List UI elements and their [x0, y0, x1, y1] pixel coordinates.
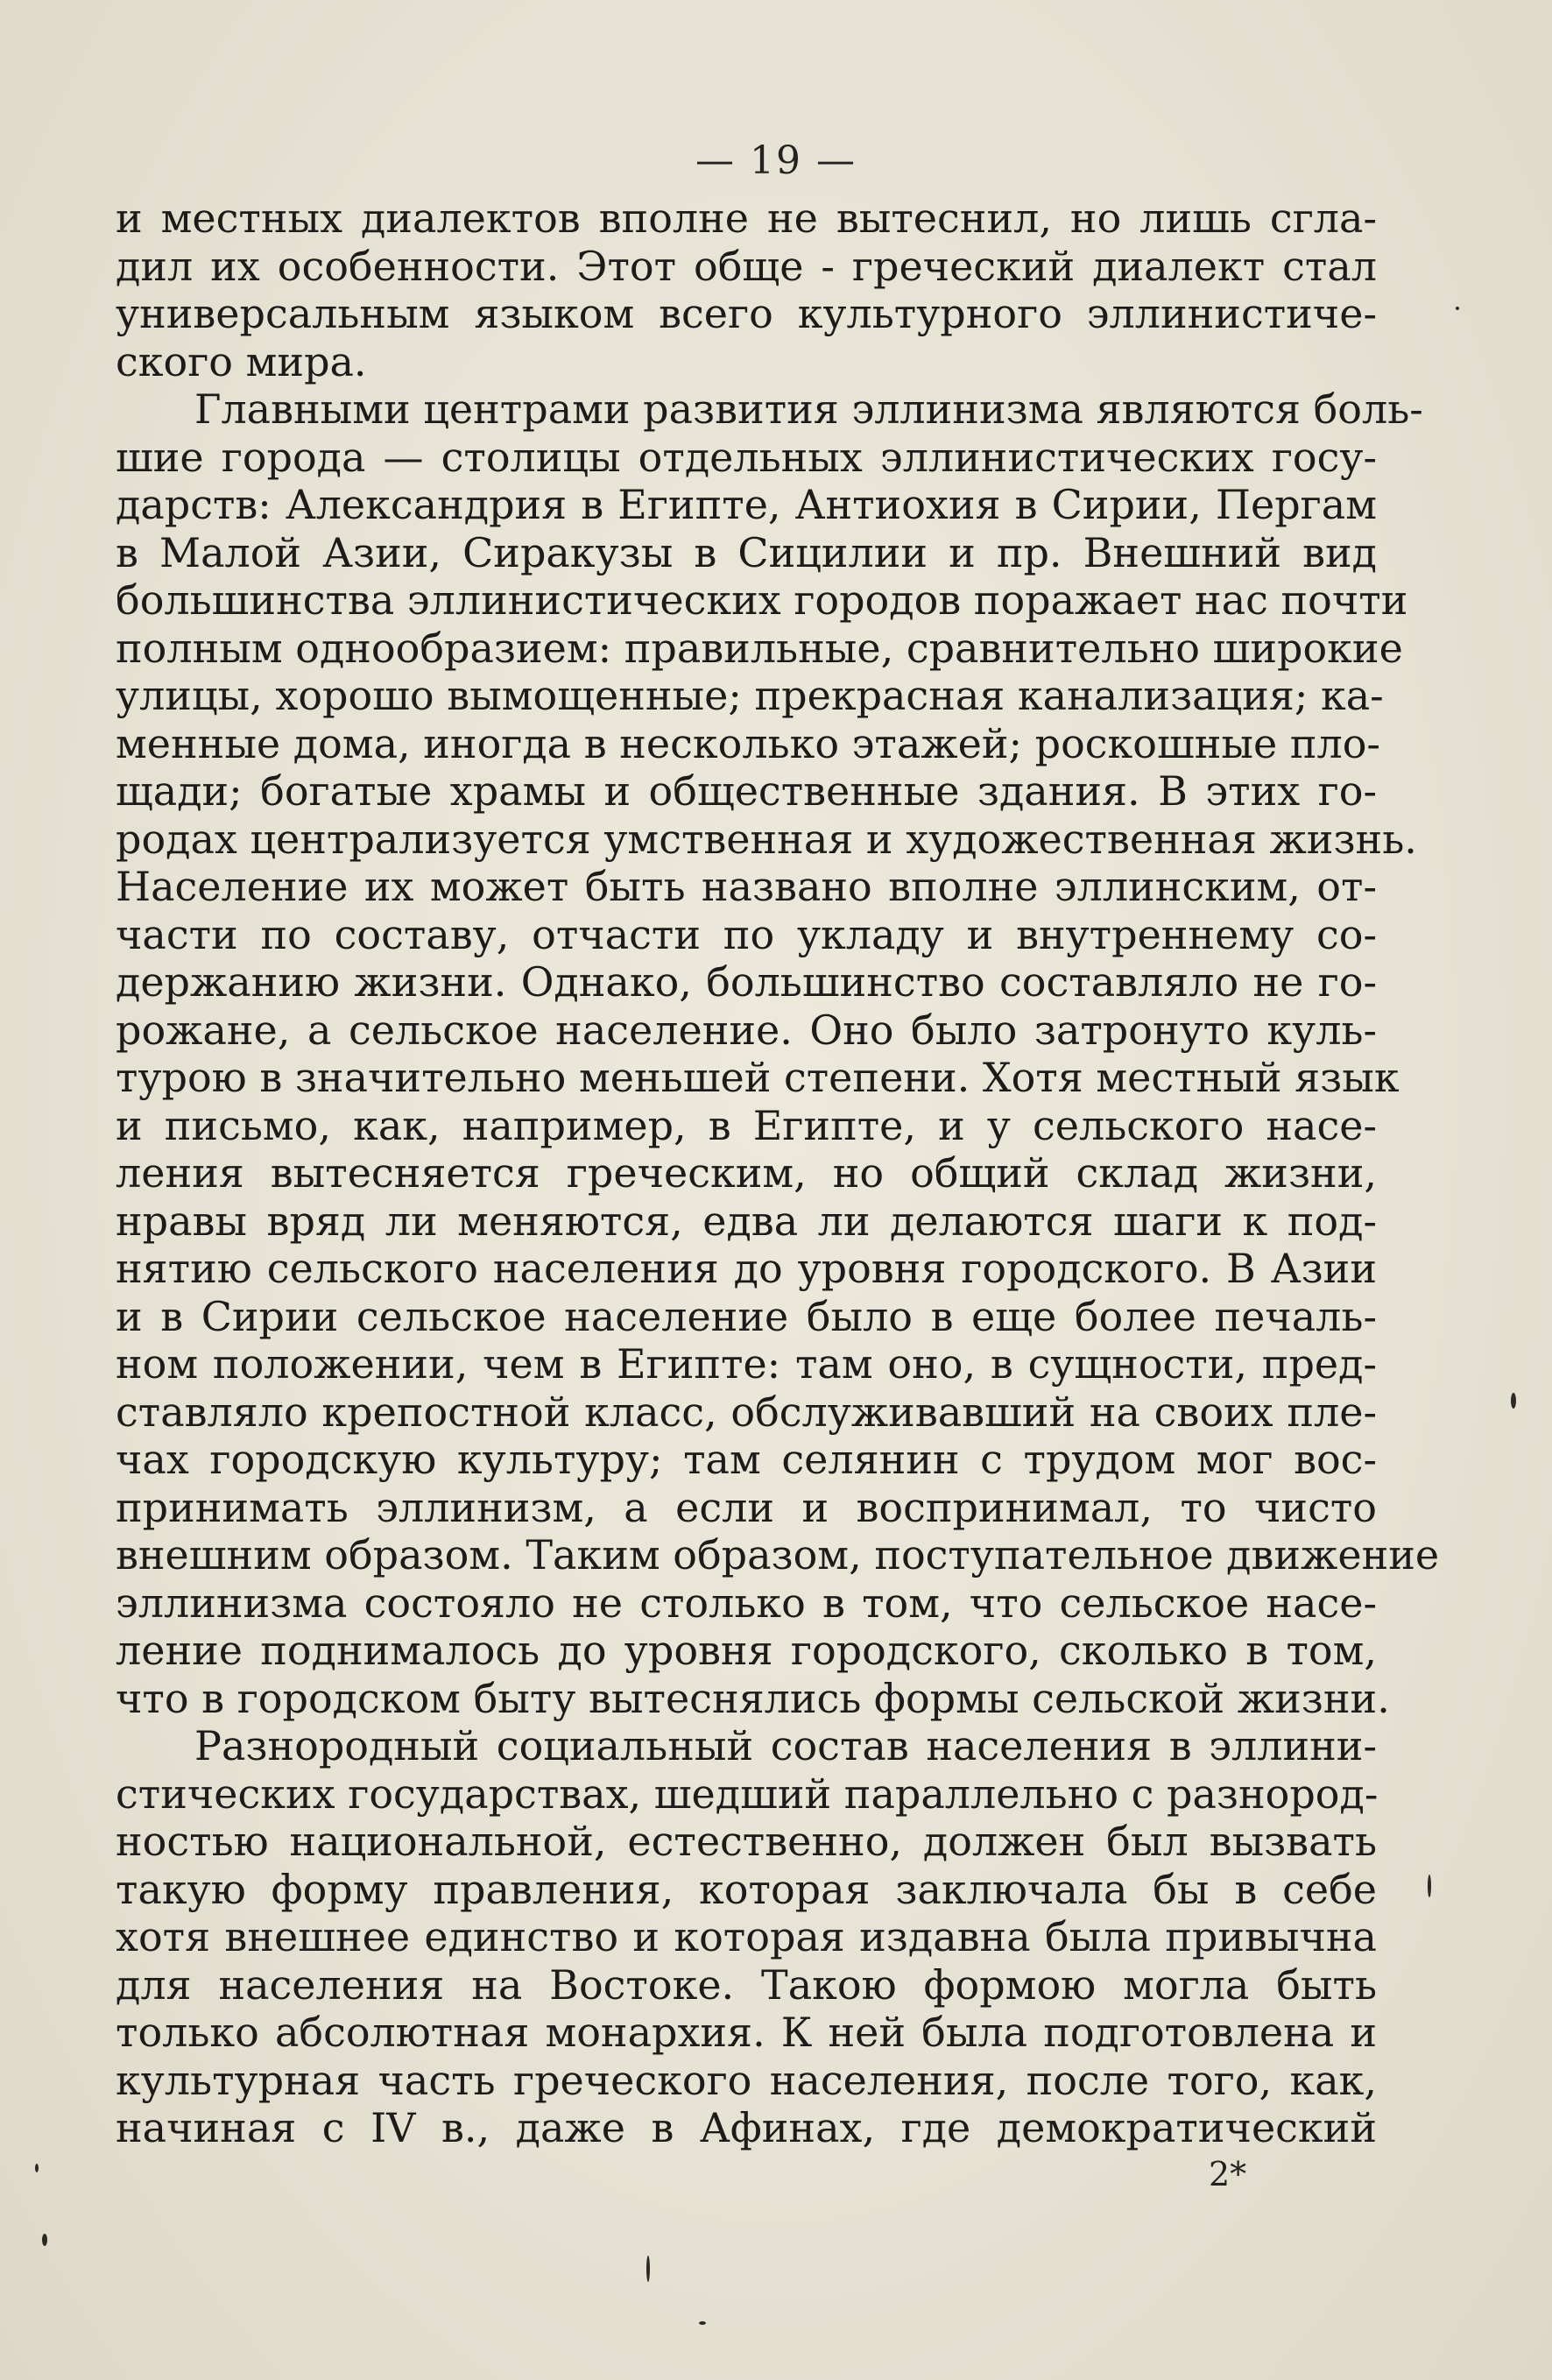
text-line: внешним образом. Таким образом, поступательное движение [116, 1531, 1440, 1578]
paper-speck [646, 2256, 650, 2282]
paragraph-3 [116, 1722, 1377, 2152]
text-line: эллинизма состояло не столько в том, что сельское насе- [116, 1578, 1377, 1627]
text-line: улицы, хорошо вымощенные; прекрасная канализация; ка- [116, 672, 1384, 719]
text-line: Население их может быть названо вполне эллинским, от- [116, 863, 1377, 910]
paper-speck [35, 2164, 39, 2172]
text-line: ления вытесняется греческим, но общий склад жизни, [116, 1149, 1377, 1197]
text-line: дил их особенности. Этот обще - греческий диалект стал [116, 242, 1377, 290]
paragraph-1 [116, 194, 1377, 385]
text-line: Разнородный социальный состав населения в эллини- [194, 1722, 1377, 1769]
body-text [116, 194, 1440, 2152]
text-line: культурная часть греческого населения, после того, как, [116, 2056, 1377, 2104]
page-number: — 19 — [695, 138, 857, 183]
text-line: в Малой Азии, Сиракузы в Сицилии и пр. Внешний вид [116, 528, 1377, 576]
text-line: шие города — столицы отдельных эллинистических госу- [116, 433, 1377, 481]
text-line: что в городском быту вытеснялись формы сельской жизни. [116, 1674, 1390, 1722]
text-line: и в Сирии сельское население было в еще более печаль- [116, 1292, 1377, 1340]
text-line: менные дома, иногда в несколько этажей; роскошные пло- [116, 719, 1380, 767]
paper-speck [1428, 1875, 1431, 1897]
paper-speck [699, 2321, 706, 2325]
paper-speck [1456, 307, 1459, 310]
text-line: нравы вряд ли меняются, едва ли делаются шаги к под- [116, 1197, 1377, 1245]
text-line: принимать эллинизм, а если и воспринимал, то чисто [116, 1483, 1377, 1531]
text-line: ского мира. [116, 337, 367, 385]
text-line: нятию сельского населения до уровня городского. В Азии [116, 1245, 1377, 1292]
text-line: турою в значительно меньшей степени. Хотя местный язык [116, 1054, 1400, 1101]
text-line: чах городскую культуру; там селянин с трудом мог вос- [116, 1436, 1377, 1483]
text-line: Главными центрами развития эллинизма являются боль- [194, 385, 1423, 433]
text-line: и местных диалектов вполне не вытеснил, но лишь сгла- [116, 194, 1377, 242]
text-line: держанию жизни. Однако, большинство составляло не го- [116, 958, 1377, 1006]
text-line: ставляло крепостной класс, обслуживавший на своих пле- [116, 1388, 1377, 1436]
text-line: части по составу, отчасти по укладу и внутреннему со- [116, 910, 1377, 958]
text-line: щади; богатые храмы и общественные здания. В этих го- [116, 767, 1377, 815]
text-line: большинства эллинистических городов поражает нас почти [116, 576, 1408, 624]
text-line: ностью национальной, естественно, должен был вызвать [116, 1818, 1377, 1865]
text-line: рожане, а сельское население. Оно было затронуто куль- [116, 1006, 1377, 1054]
paper-speck [1511, 1393, 1516, 1409]
text-line: начиная с IV в., даже в Афинах, где демократический [116, 2104, 1377, 2151]
paragraph-2 [116, 385, 1440, 1722]
text-line: хотя внешнее единство и которая издавна была привычна [116, 1913, 1377, 1960]
text-line: такую форму правления, которая заключала бы в себе [116, 1865, 1377, 1913]
text-line: для населения на Востоке. Такою формою могла быть [116, 1960, 1377, 2009]
text-line: только абсолютная монархия. К ней была подготовлена и [116, 2009, 1377, 2056]
text-line: дарств: Александрия в Египте, Антиохия в Сирии, Пергам [116, 481, 1377, 528]
paper-speck [42, 2234, 47, 2246]
text-line: стических государствах, шедший параллельно с разнород- [116, 1769, 1379, 1818]
text-line: универсальным языком всего культурного эллинистиче- [116, 290, 1377, 337]
text-line: и письмо, как, например, в Египте, и у сельского насе- [116, 1101, 1377, 1149]
text-line: полным однообразием: правильные, сравнительно широкие [116, 624, 1403, 672]
printer-signature-mark: 2* [1209, 2155, 1247, 2193]
text-line: ление поднималось до уровня городского, сколько в том, [116, 1627, 1377, 1674]
text-line: ном положении, чем в Египте: там оно, в сущности, пред- [116, 1340, 1377, 1388]
text-line: родах централизуется умственная и художественная жизнь. [116, 815, 1417, 863]
